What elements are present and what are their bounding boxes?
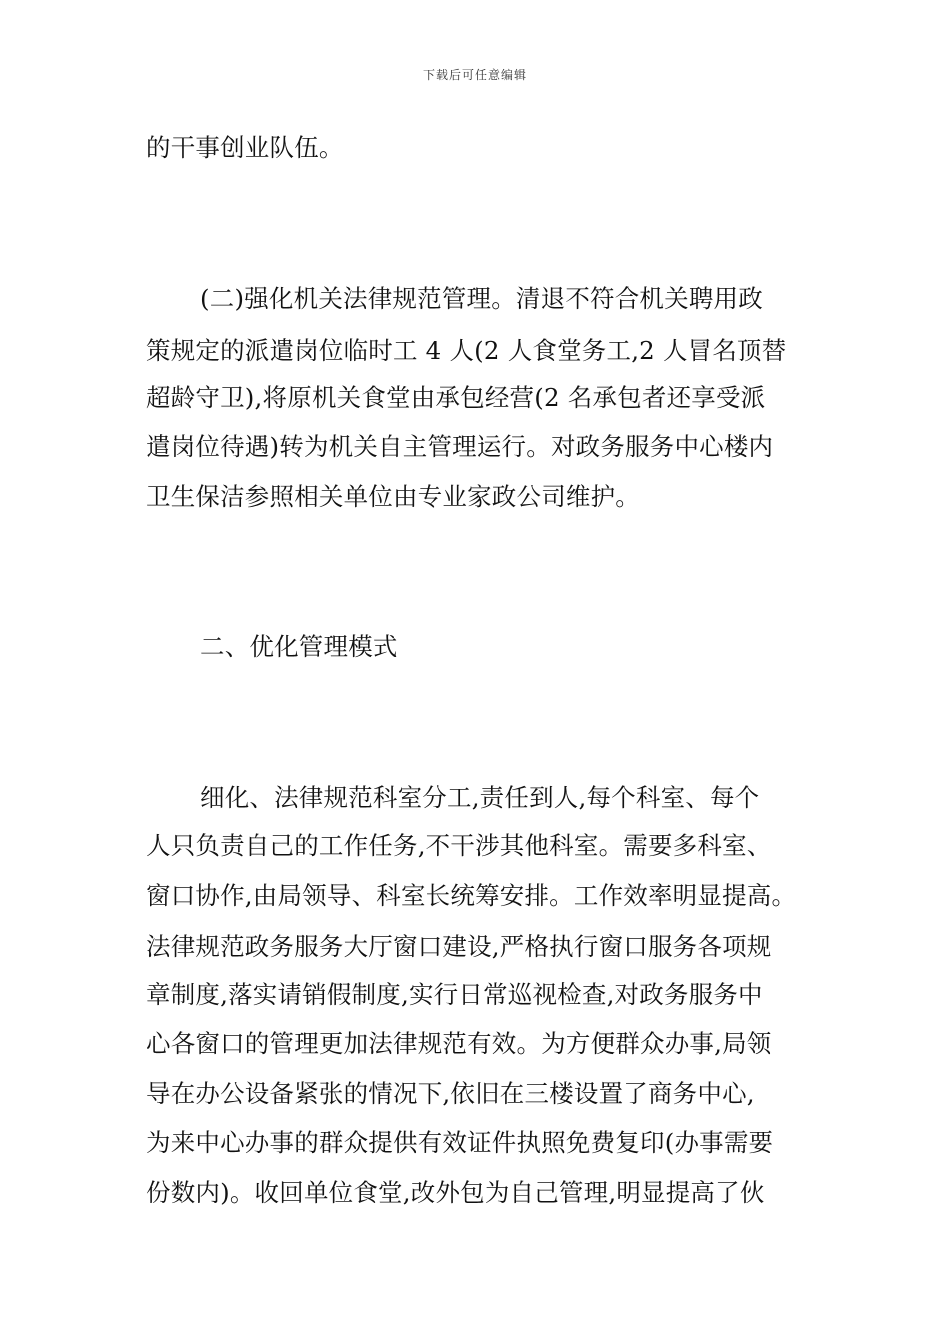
body-line: 为来中心办事的群众提供有效证件执照免费复印(办事需要 <box>146 1128 774 1157</box>
body-line: 的干事创业队伍。 <box>146 133 344 162</box>
body-line: 章制度,落实请销假制度,实行日常巡视检查,对政务服务中 <box>146 980 763 1009</box>
body-line: 超龄守卫),将原机关食堂由承包经营(2 名承包者还享受派 <box>146 383 766 412</box>
body-line: 份数内)。收回单位食堂,改外包为自己管理,明显提高了伙 <box>146 1178 765 1207</box>
body-line: 策规定的派遣岗位临时工 4 人(2 人食堂务工,2 人冒名顶替 <box>146 336 787 365</box>
body-line: 细化、法律规范科室分工,责任到人,每个科室、每个 <box>200 783 760 812</box>
body-line: 人只负责自己的工作任务,不干涉其他科室。需要多科室、 <box>146 831 772 860</box>
body-line: 导在办公设备紧张的情况下,依旧在三楼设置了商务中心, <box>146 1079 755 1108</box>
section-heading: 二、优化管理模式 <box>200 632 398 661</box>
body-line: 法律规范政务服务大厅窗口建设,严格执行窗口服务各项规 <box>146 932 772 961</box>
body-line: 窗口协作,由局领导、科室长统筹安排。工作效率明显提高。 <box>146 881 797 910</box>
page-header: 下载后可任意编辑 <box>422 68 527 82</box>
body-line: 卫生保洁参照相关单位由专业家政公司维护。 <box>146 482 640 511</box>
body-line: 遣岗位待遇)转为机关自主管理运行。对政务服务中心楼内 <box>146 432 774 461</box>
body-line: (二)强化机关法律规范管理。清退不符合机关聘用政 <box>200 284 763 313</box>
body-line: 心各窗口的管理更加法律规范有效。为方便群众办事,局领 <box>146 1029 772 1058</box>
